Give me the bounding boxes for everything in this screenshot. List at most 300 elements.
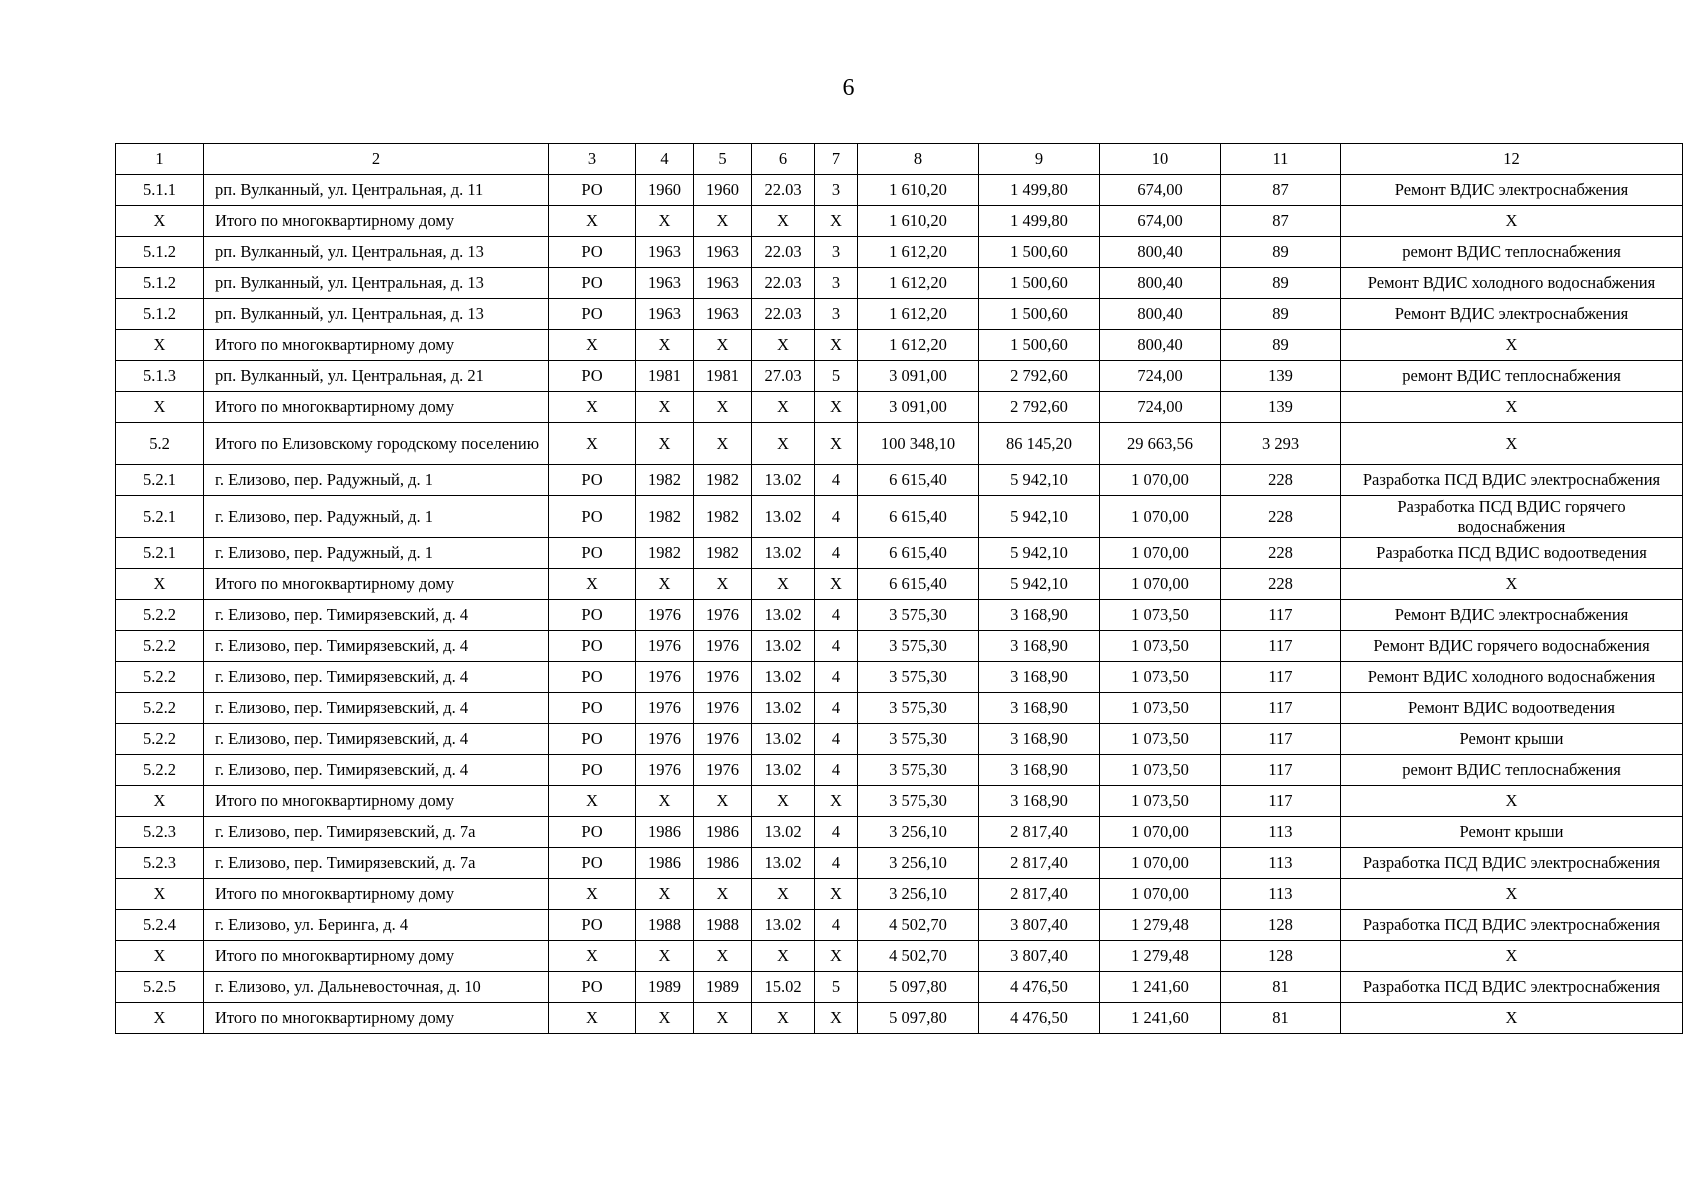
series-cell: 22.03 bbox=[752, 175, 815, 206]
subtotal-row bbox=[116, 423, 1683, 465]
type-cell: X bbox=[549, 330, 636, 361]
address-cell: рп. Вулканный, ул. Центральная, д. 21 bbox=[204, 361, 549, 392]
address-cell: г. Елизово, пер. Тимирязевский, д. 4 bbox=[204, 755, 549, 786]
commission-year-cell: 1986 bbox=[694, 817, 752, 848]
cost-cell: 800,40 bbox=[1100, 237, 1221, 268]
commission-year-cell: X bbox=[694, 786, 752, 817]
address-cell: г. Елизово, пер. Тимирязевский, д. 7а bbox=[204, 817, 549, 848]
build-year-cell: 1982 bbox=[636, 538, 694, 569]
table-row bbox=[116, 465, 1683, 496]
living-area-cell: 2 792,60 bbox=[979, 392, 1100, 423]
column-number-cell: 8 bbox=[858, 144, 979, 175]
table-row bbox=[116, 817, 1683, 848]
commission-year-cell: 1963 bbox=[694, 237, 752, 268]
item-number-cell: 5.2.5 bbox=[116, 972, 204, 1003]
address-cell: Итого по многоквартирному дому bbox=[204, 206, 549, 237]
cost-cell: 1 241,60 bbox=[1100, 972, 1221, 1003]
total-area-cell: 3 091,00 bbox=[858, 361, 979, 392]
total-area-cell: 3 091,00 bbox=[858, 392, 979, 423]
column-number-cell: 5 bbox=[694, 144, 752, 175]
living-area-cell: 3 168,90 bbox=[979, 786, 1100, 817]
residents-cell: 113 bbox=[1221, 817, 1341, 848]
table-row bbox=[116, 693, 1683, 724]
living-area-cell: 3 168,90 bbox=[979, 662, 1100, 693]
work-type-cell: Разработка ПСД ВДИС электроснабжения bbox=[1341, 972, 1683, 1003]
living-area-cell: 4 476,50 bbox=[979, 1003, 1100, 1034]
work-type-cell: Ремонт ВДИС горячего водоснабжения bbox=[1341, 631, 1683, 662]
item-number-cell: X bbox=[116, 941, 204, 972]
series-cell: X bbox=[752, 1003, 815, 1034]
work-type-cell: Разработка ПСД ВДИС электроснабжения bbox=[1341, 465, 1683, 496]
address-cell: г. Елизово, пер. Радужный, д. 1 bbox=[204, 465, 549, 496]
residents-cell: 128 bbox=[1221, 910, 1341, 941]
address-cell: г. Елизово, ул. Дальневосточная, д. 10 bbox=[204, 972, 549, 1003]
floors-cell: X bbox=[815, 1003, 858, 1034]
work-type-cell: Разработка ПСД ВДИС электроснабжения bbox=[1341, 910, 1683, 941]
residents-cell: 113 bbox=[1221, 879, 1341, 910]
floors-cell: 3 bbox=[815, 299, 858, 330]
residents-cell: 3 293 bbox=[1221, 423, 1341, 465]
total-area-cell: 6 615,40 bbox=[858, 465, 979, 496]
residents-cell: 117 bbox=[1221, 600, 1341, 631]
build-year-cell: 1989 bbox=[636, 972, 694, 1003]
type-cell: X bbox=[549, 569, 636, 600]
living-area-cell: 1 500,60 bbox=[979, 237, 1100, 268]
cost-cell: 1 073,50 bbox=[1100, 755, 1221, 786]
living-area-cell: 1 500,60 bbox=[979, 268, 1100, 299]
address-cell: Итого по Елизовскому городскому поселению bbox=[204, 423, 549, 465]
column-number-row bbox=[116, 144, 1683, 175]
floors-cell: X bbox=[815, 330, 858, 361]
address-cell: рп. Вулканный, ул. Центральная, д. 13 bbox=[204, 299, 549, 330]
floors-cell: 4 bbox=[815, 465, 858, 496]
type-cell: РО bbox=[549, 361, 636, 392]
floors-cell: X bbox=[815, 392, 858, 423]
address-cell: г. Елизово, пер. Радужный, д. 1 bbox=[204, 538, 549, 569]
table-row bbox=[116, 361, 1683, 392]
type-cell: X bbox=[549, 1003, 636, 1034]
table-row bbox=[116, 631, 1683, 662]
cost-cell: 800,40 bbox=[1100, 299, 1221, 330]
residents-cell: 89 bbox=[1221, 299, 1341, 330]
item-number-cell: 5.2.2 bbox=[116, 724, 204, 755]
commission-year-cell: 1988 bbox=[694, 910, 752, 941]
column-number-cell: 12 bbox=[1341, 144, 1683, 175]
item-number-cell: 5.2.1 bbox=[116, 496, 204, 538]
total-area-cell: 1 612,20 bbox=[858, 237, 979, 268]
build-year-cell: X bbox=[636, 392, 694, 423]
living-area-cell: 2 792,60 bbox=[979, 361, 1100, 392]
type-cell: X bbox=[549, 786, 636, 817]
work-type-cell: ремонт ВДИС теплоснабжения bbox=[1341, 361, 1683, 392]
item-number-cell: 5.1.2 bbox=[116, 237, 204, 268]
commission-year-cell: 1981 bbox=[694, 361, 752, 392]
subtotal-row bbox=[116, 569, 1683, 600]
work-type-cell: X bbox=[1341, 879, 1683, 910]
page-number: 6 bbox=[842, 75, 855, 101]
type-cell: РО bbox=[549, 693, 636, 724]
repair-program-table bbox=[115, 143, 1683, 1034]
build-year-cell: X bbox=[636, 423, 694, 465]
series-cell: X bbox=[752, 941, 815, 972]
cost-cell: 1 073,50 bbox=[1100, 662, 1221, 693]
residents-cell: 87 bbox=[1221, 175, 1341, 206]
subtotal-row bbox=[116, 206, 1683, 237]
residents-cell: 117 bbox=[1221, 755, 1341, 786]
cost-cell: 674,00 bbox=[1100, 206, 1221, 237]
work-type-cell: X bbox=[1341, 569, 1683, 600]
living-area-cell: 2 817,40 bbox=[979, 879, 1100, 910]
total-area-cell: 3 575,30 bbox=[858, 600, 979, 631]
build-year-cell: 1982 bbox=[636, 496, 694, 538]
residents-cell: 139 bbox=[1221, 392, 1341, 423]
subtotal-row bbox=[116, 330, 1683, 361]
subtotal-row bbox=[116, 786, 1683, 817]
cost-cell: 724,00 bbox=[1100, 392, 1221, 423]
type-cell: РО bbox=[549, 724, 636, 755]
residents-cell: 139 bbox=[1221, 361, 1341, 392]
item-number-cell: X bbox=[116, 569, 204, 600]
commission-year-cell: X bbox=[694, 206, 752, 237]
residents-cell: 87 bbox=[1221, 206, 1341, 237]
living-area-cell: 4 476,50 bbox=[979, 972, 1100, 1003]
floors-cell: 3 bbox=[815, 237, 858, 268]
cost-cell: 1 073,50 bbox=[1100, 693, 1221, 724]
cost-cell: 1 070,00 bbox=[1100, 569, 1221, 600]
series-cell: 27.03 bbox=[752, 361, 815, 392]
table-row bbox=[116, 538, 1683, 569]
cost-cell: 800,40 bbox=[1100, 330, 1221, 361]
series-cell: 22.03 bbox=[752, 268, 815, 299]
floors-cell: X bbox=[815, 206, 858, 237]
series-cell: 13.02 bbox=[752, 465, 815, 496]
type-cell: РО bbox=[549, 662, 636, 693]
residents-cell: 81 bbox=[1221, 972, 1341, 1003]
build-year-cell: 1976 bbox=[636, 631, 694, 662]
work-type-cell: Ремонт ВДИС электроснабжения bbox=[1341, 600, 1683, 631]
cost-cell: 1 070,00 bbox=[1100, 879, 1221, 910]
series-cell: 13.02 bbox=[752, 600, 815, 631]
total-area-cell: 6 615,40 bbox=[858, 496, 979, 538]
total-area-cell: 3 256,10 bbox=[858, 817, 979, 848]
table-row bbox=[116, 848, 1683, 879]
work-type-cell: X bbox=[1341, 1003, 1683, 1034]
item-number-cell: X bbox=[116, 1003, 204, 1034]
total-area-cell: 6 615,40 bbox=[858, 569, 979, 600]
living-area-cell: 3 168,90 bbox=[979, 600, 1100, 631]
column-number-cell: 2 bbox=[204, 144, 549, 175]
residents-cell: 228 bbox=[1221, 569, 1341, 600]
type-cell: РО bbox=[549, 237, 636, 268]
build-year-cell: X bbox=[636, 569, 694, 600]
floors-cell: X bbox=[815, 879, 858, 910]
item-number-cell: 5.2.2 bbox=[116, 662, 204, 693]
address-cell: Итого по многоквартирному дому bbox=[204, 879, 549, 910]
work-type-cell: Ремонт ВДИС электроснабжения bbox=[1341, 175, 1683, 206]
work-type-cell: X bbox=[1341, 206, 1683, 237]
build-year-cell: 1986 bbox=[636, 848, 694, 879]
build-year-cell: 1988 bbox=[636, 910, 694, 941]
series-cell: X bbox=[752, 879, 815, 910]
floors-cell: 4 bbox=[815, 910, 858, 941]
item-number-cell: 5.2.3 bbox=[116, 848, 204, 879]
total-area-cell: 4 502,70 bbox=[858, 910, 979, 941]
build-year-cell: X bbox=[636, 941, 694, 972]
commission-year-cell: 1963 bbox=[694, 268, 752, 299]
build-year-cell: X bbox=[636, 1003, 694, 1034]
work-type-cell: Разработка ПСД ВДИС электроснабжения bbox=[1341, 848, 1683, 879]
item-number-cell: X bbox=[116, 786, 204, 817]
cost-cell: 1 070,00 bbox=[1100, 538, 1221, 569]
table-row bbox=[116, 237, 1683, 268]
commission-year-cell: 1986 bbox=[694, 848, 752, 879]
series-cell: 22.03 bbox=[752, 237, 815, 268]
build-year-cell: 1976 bbox=[636, 693, 694, 724]
address-cell: г. Елизово, пер. Тимирязевский, д. 4 bbox=[204, 631, 549, 662]
floors-cell: X bbox=[815, 569, 858, 600]
commission-year-cell: 1976 bbox=[694, 755, 752, 786]
floors-cell: 4 bbox=[815, 724, 858, 755]
type-cell: X bbox=[549, 423, 636, 465]
total-area-cell: 1 612,20 bbox=[858, 330, 979, 361]
build-year-cell: 1976 bbox=[636, 724, 694, 755]
total-area-cell: 3 575,30 bbox=[858, 786, 979, 817]
item-number-cell: 5.2.2 bbox=[116, 631, 204, 662]
floors-cell: X bbox=[815, 786, 858, 817]
cost-cell: 1 073,50 bbox=[1100, 631, 1221, 662]
floors-cell: 4 bbox=[815, 755, 858, 786]
build-year-cell: 1976 bbox=[636, 662, 694, 693]
floors-cell: 3 bbox=[815, 268, 858, 299]
series-cell: 15.02 bbox=[752, 972, 815, 1003]
item-number-cell: 5.2.1 bbox=[116, 465, 204, 496]
build-year-cell: 1976 bbox=[636, 755, 694, 786]
residents-cell: 113 bbox=[1221, 848, 1341, 879]
column-number-cell: 10 bbox=[1100, 144, 1221, 175]
total-area-cell: 3 575,30 bbox=[858, 662, 979, 693]
series-cell: 13.02 bbox=[752, 910, 815, 941]
type-cell: РО bbox=[549, 299, 636, 330]
address-cell: г. Елизово, пер. Радужный, д. 1 bbox=[204, 496, 549, 538]
table-row bbox=[116, 600, 1683, 631]
commission-year-cell: X bbox=[694, 879, 752, 910]
floors-cell: 4 bbox=[815, 817, 858, 848]
item-number-cell: 5.1.3 bbox=[116, 361, 204, 392]
living-area-cell: 1 500,60 bbox=[979, 299, 1100, 330]
cost-cell: 1 279,48 bbox=[1100, 910, 1221, 941]
type-cell: РО bbox=[549, 538, 636, 569]
work-type-cell: Разработка ПСД ВДИС горячего водоснабжения bbox=[1341, 496, 1683, 538]
address-cell: Итого по многоквартирному дому bbox=[204, 392, 549, 423]
living-area-cell: 3 807,40 bbox=[979, 941, 1100, 972]
work-type-cell: X bbox=[1341, 330, 1683, 361]
column-number-cell: 3 bbox=[549, 144, 636, 175]
cost-cell: 1 073,50 bbox=[1100, 786, 1221, 817]
cost-cell: 1 070,00 bbox=[1100, 496, 1221, 538]
commission-year-cell: X bbox=[694, 392, 752, 423]
residents-cell: 81 bbox=[1221, 1003, 1341, 1034]
commission-year-cell: X bbox=[694, 941, 752, 972]
item-number-cell: 5.2.4 bbox=[116, 910, 204, 941]
living-area-cell: 3 168,90 bbox=[979, 631, 1100, 662]
address-cell: г. Елизово, пер. Тимирязевский, д. 7а bbox=[204, 848, 549, 879]
floors-cell: 5 bbox=[815, 972, 858, 1003]
work-type-cell: Ремонт ВДИС холодного водоснабжения bbox=[1341, 268, 1683, 299]
total-area-cell: 4 502,70 bbox=[858, 941, 979, 972]
cost-cell: 1 070,00 bbox=[1100, 817, 1221, 848]
series-cell: 13.02 bbox=[752, 693, 815, 724]
commission-year-cell: X bbox=[694, 569, 752, 600]
type-cell: РО bbox=[549, 496, 636, 538]
floors-cell: 4 bbox=[815, 538, 858, 569]
cost-cell: 674,00 bbox=[1100, 175, 1221, 206]
column-number-cell: 11 bbox=[1221, 144, 1341, 175]
item-number-cell: 5.2.2 bbox=[116, 600, 204, 631]
total-area-cell: 1 612,20 bbox=[858, 268, 979, 299]
cost-cell: 1 279,48 bbox=[1100, 941, 1221, 972]
item-number-cell: 5.2.2 bbox=[116, 755, 204, 786]
total-area-cell: 1 610,20 bbox=[858, 175, 979, 206]
type-cell: РО bbox=[549, 817, 636, 848]
series-cell: 13.02 bbox=[752, 662, 815, 693]
address-cell: г. Елизово, пер. Тимирязевский, д. 4 bbox=[204, 724, 549, 755]
commission-year-cell: 1960 bbox=[694, 175, 752, 206]
total-area-cell: 1 612,20 bbox=[858, 299, 979, 330]
total-area-cell: 3 256,10 bbox=[858, 848, 979, 879]
floors-cell: 4 bbox=[815, 662, 858, 693]
commission-year-cell: 1963 bbox=[694, 299, 752, 330]
column-number-cell: 1 bbox=[116, 144, 204, 175]
address-cell: рп. Вулканный, ул. Центральная, д. 11 bbox=[204, 175, 549, 206]
address-cell: Итого по многоквартирному дому bbox=[204, 330, 549, 361]
item-number-cell: X bbox=[116, 206, 204, 237]
address-cell: Итого по многоквартирному дому bbox=[204, 1003, 549, 1034]
type-cell: X bbox=[549, 392, 636, 423]
total-area-cell: 6 615,40 bbox=[858, 538, 979, 569]
table-row bbox=[116, 175, 1683, 206]
commission-year-cell: 1976 bbox=[694, 724, 752, 755]
living-area-cell: 1 499,80 bbox=[979, 206, 1100, 237]
cost-cell: 1 073,50 bbox=[1100, 600, 1221, 631]
residents-cell: 89 bbox=[1221, 268, 1341, 299]
item-number-cell: 5.1.2 bbox=[116, 299, 204, 330]
address-cell: г. Елизово, пер. Тимирязевский, д. 4 bbox=[204, 662, 549, 693]
cost-cell: 1 070,00 bbox=[1100, 465, 1221, 496]
commission-year-cell: 1982 bbox=[694, 465, 752, 496]
series-cell: X bbox=[752, 569, 815, 600]
type-cell: РО bbox=[549, 848, 636, 879]
commission-year-cell: X bbox=[694, 423, 752, 465]
work-type-cell: Ремонт ВДИС электроснабжения bbox=[1341, 299, 1683, 330]
column-number-cell: 9 bbox=[979, 144, 1100, 175]
series-cell: 13.02 bbox=[752, 631, 815, 662]
commission-year-cell: 1982 bbox=[694, 496, 752, 538]
living-area-cell: 2 817,40 bbox=[979, 817, 1100, 848]
commission-year-cell: 1976 bbox=[694, 631, 752, 662]
series-cell: 13.02 bbox=[752, 538, 815, 569]
table-body bbox=[116, 144, 1683, 1034]
type-cell: X bbox=[549, 941, 636, 972]
build-year-cell: X bbox=[636, 786, 694, 817]
column-number-cell: 6 bbox=[752, 144, 815, 175]
work-type-cell: X bbox=[1341, 423, 1683, 465]
work-type-cell: Разработка ПСД ВДИС водоотведения bbox=[1341, 538, 1683, 569]
build-year-cell: X bbox=[636, 879, 694, 910]
address-cell: г. Елизово, пер. Тимирязевский, д. 4 bbox=[204, 693, 549, 724]
address-cell: Итого по многоквартирному дому bbox=[204, 786, 549, 817]
floors-cell: 5 bbox=[815, 361, 858, 392]
build-year-cell: 1976 bbox=[636, 600, 694, 631]
series-cell: X bbox=[752, 330, 815, 361]
commission-year-cell: 1976 bbox=[694, 600, 752, 631]
cost-cell: 1 241,60 bbox=[1100, 1003, 1221, 1034]
commission-year-cell: 1976 bbox=[694, 662, 752, 693]
address-cell: г. Елизово, пер. Тимирязевский, д. 4 bbox=[204, 600, 549, 631]
series-cell: 22.03 bbox=[752, 299, 815, 330]
table-row bbox=[116, 496, 1683, 538]
total-area-cell: 5 097,80 bbox=[858, 972, 979, 1003]
build-year-cell: X bbox=[636, 206, 694, 237]
type-cell: X bbox=[549, 206, 636, 237]
living-area-cell: 3 807,40 bbox=[979, 910, 1100, 941]
item-number-cell: 5.2 bbox=[116, 423, 204, 465]
item-number-cell: X bbox=[116, 392, 204, 423]
type-cell: РО bbox=[549, 175, 636, 206]
column-number-cell: 4 bbox=[636, 144, 694, 175]
series-cell: 13.02 bbox=[752, 817, 815, 848]
living-area-cell: 86 145,20 bbox=[979, 423, 1100, 465]
table-row bbox=[116, 662, 1683, 693]
commission-year-cell: X bbox=[694, 1003, 752, 1034]
total-area-cell: 3 256,10 bbox=[858, 879, 979, 910]
residents-cell: 117 bbox=[1221, 786, 1341, 817]
floors-cell: 4 bbox=[815, 496, 858, 538]
living-area-cell: 3 168,90 bbox=[979, 724, 1100, 755]
build-year-cell: 1982 bbox=[636, 465, 694, 496]
item-number-cell: 5.1.1 bbox=[116, 175, 204, 206]
type-cell: РО bbox=[549, 465, 636, 496]
item-number-cell: X bbox=[116, 330, 204, 361]
series-cell: X bbox=[752, 423, 815, 465]
residents-cell: 89 bbox=[1221, 330, 1341, 361]
work-type-cell: Ремонт ВДИС водоотведения bbox=[1341, 693, 1683, 724]
living-area-cell: 5 942,10 bbox=[979, 465, 1100, 496]
build-year-cell: 1963 bbox=[636, 237, 694, 268]
item-number-cell: 5.2.3 bbox=[116, 817, 204, 848]
commission-year-cell: 1989 bbox=[694, 972, 752, 1003]
residents-cell: 117 bbox=[1221, 662, 1341, 693]
total-area-cell: 3 575,30 bbox=[858, 724, 979, 755]
build-year-cell: X bbox=[636, 330, 694, 361]
build-year-cell: 1960 bbox=[636, 175, 694, 206]
commission-year-cell: X bbox=[694, 330, 752, 361]
address-cell: Итого по многоквартирному дому bbox=[204, 569, 549, 600]
type-cell: РО bbox=[549, 755, 636, 786]
table-row bbox=[116, 910, 1683, 941]
series-cell: 13.02 bbox=[752, 724, 815, 755]
table-row bbox=[116, 755, 1683, 786]
build-year-cell: 1963 bbox=[636, 299, 694, 330]
living-area-cell: 5 942,10 bbox=[979, 496, 1100, 538]
work-type-cell: X bbox=[1341, 941, 1683, 972]
living-area-cell: 2 817,40 bbox=[979, 848, 1100, 879]
floors-cell: 4 bbox=[815, 848, 858, 879]
living-area-cell: 3 168,90 bbox=[979, 755, 1100, 786]
table-row bbox=[116, 972, 1683, 1003]
work-type-cell: Ремонт крыши bbox=[1341, 817, 1683, 848]
table-row bbox=[116, 299, 1683, 330]
commission-year-cell: 1976 bbox=[694, 693, 752, 724]
